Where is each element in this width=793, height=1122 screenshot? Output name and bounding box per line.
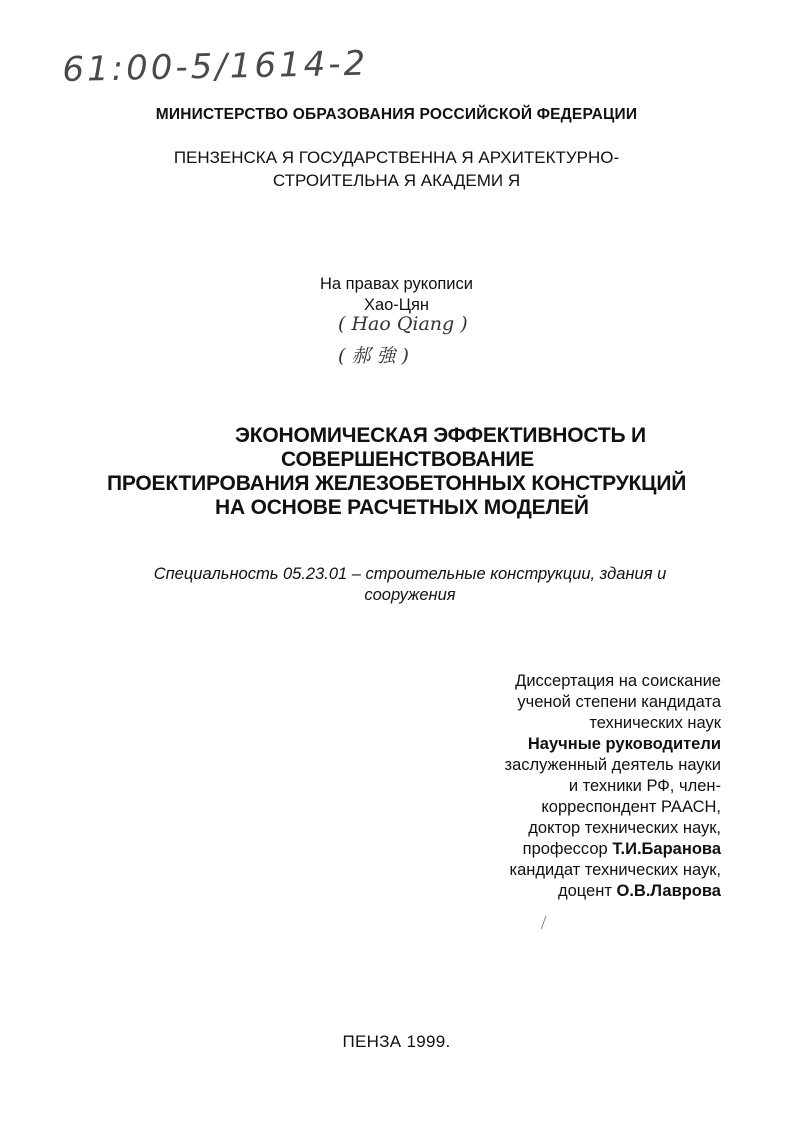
supervisor-1-line-1: заслуженный деятель науки bbox=[504, 756, 721, 774]
dissertation-line-2: ученой степени кандидата bbox=[517, 693, 721, 711]
supervisors-heading: Научные руководители bbox=[527, 735, 721, 753]
supervisor-2-title: доцент bbox=[557, 882, 612, 900]
academy-name-line-2: СТРОИТЕЛЬНА Я АКАДЕМИ Я bbox=[272, 171, 521, 190]
supervisor-1-name: Т.И.Баранова bbox=[612, 840, 721, 858]
author-block bbox=[0, 274, 793, 316]
ministry-heading: МИНИСТЕРСТВО ОБРАЗОВАНИЯ РОССИЙСКОЙ ФЕДЕРАЦИИ bbox=[155, 106, 638, 123]
supervisor-2-line-2 bbox=[361, 881, 721, 902]
title-line-2: СОВЕРШЕНСТВОВАНИЕ bbox=[281, 448, 535, 471]
dissertation-line-1: Диссертация на соискание bbox=[515, 672, 721, 690]
dissertation-info-block bbox=[361, 671, 721, 902]
supervisor-1-line-4: доктор технических наук, bbox=[528, 819, 721, 837]
author-name-handwritten-latin: ( Hao Qiang ) bbox=[338, 313, 468, 335]
title-line-4: НА ОСНОВЕ РАСЧЕТНЫХ МОДЕЛЕЙ bbox=[215, 496, 589, 519]
academy-name bbox=[0, 146, 793, 192]
specialty-line-1: Специальность 05.23.01 – строительные конструкции, здания и bbox=[153, 565, 667, 583]
supervisor-2-line-1: кандидат технических наук, bbox=[509, 861, 721, 879]
specialty bbox=[110, 564, 710, 606]
city-year: ПЕНЗА 1999. bbox=[342, 1032, 451, 1051]
supervisor-1-line-3: корреспондент РААСН, bbox=[541, 798, 721, 816]
author-name: Хао-Цян bbox=[363, 296, 430, 314]
supervisor-1-line-2: и техники РФ, член- bbox=[568, 777, 721, 795]
scan-speck bbox=[541, 916, 550, 931]
supervisor-2-name: О.В.Лаврова bbox=[616, 882, 721, 900]
supervisor-1-title: профессор bbox=[522, 840, 608, 858]
title-line-1: ЭКОНОМИЧЕСКАЯ ЭФФЕКТИВНОСТЬ И bbox=[235, 424, 646, 447]
manuscript-rights-label: На правах рукописи bbox=[320, 275, 473, 293]
supervisor-1-line-5 bbox=[361, 839, 721, 860]
dissertation-line-3: технических наук bbox=[589, 714, 721, 732]
specialty-line-2: сооружения bbox=[364, 586, 456, 604]
title-line-3: ПРОЕКТИРОВАНИЯ ЖЕЛЕЗОБЕТОННЫХ КОНСТРУКЦИЙ bbox=[107, 472, 687, 495]
handwritten-call-number: 61:00-5/1614-2 bbox=[62, 43, 369, 90]
academy-name-line-1: ПЕНЗЕНСКА Я ГОСУДАРСТВЕННА Я АРХИТЕКТУРНО- bbox=[173, 148, 620, 167]
author-name-handwritten-chinese: ( 郝 強 ) bbox=[338, 345, 409, 367]
